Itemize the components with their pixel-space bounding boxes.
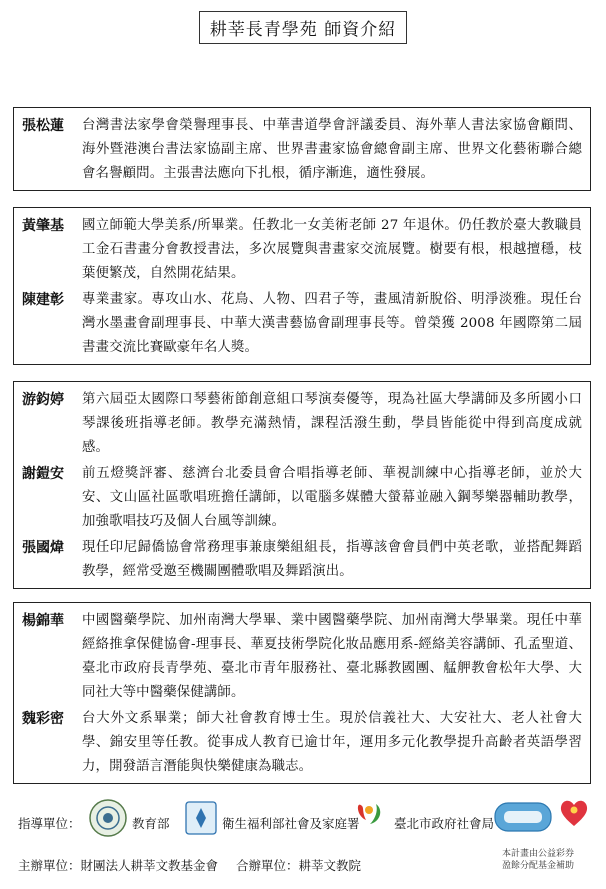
guide-unit-moe: 教育部 [132,816,170,831]
mohw-logo-icon [184,800,218,836]
teacher-entry [22,214,582,286]
teacher-desc: 國立師範大學美系/所畢業。任教北一女美術老師 27 年退休。仍任教於臺大教職員工金石書畫分會教授書法，多次展覽與書畫家交流展覽。樹要有根，根越擅穩，枝葉便繁茂，自然開花結果。 [82,218,582,281]
teacher-name: 張國煒 [22,540,64,556]
teacher-desc: 第六屆亞太國際口琴藝術節創意組口琴演奏優等，現為社區大學講師及多所國小口琴課後班指導老師。教學充滿熱情，課程活潑生動，學員皆能從中得到高度成就感。 [82,392,582,455]
teacher-desc: 現任印尼歸僑協會常務理事兼康樂組組長，指導該會會員們中英老歌，並搭配舞蹈教學，經常受邀至機關團體歌唱及舞蹈演出。 [82,540,582,579]
sponsor-text: 主辦單位：財團法人耕莘文教基金會 [18,858,219,873]
guide-label: 指導單位： [18,816,81,831]
teacher-desc: 中國醫藥學院、加州南灣大學畢、業中國醫藥學院、加州南灣大學畢業。現任中華經絡推拿保健協會-理事長、華夏技術學院化妝品應用系-經絡美容講師、孔孟聖道、臺北市政府長青學苑、臺北市青年服務社、臺北縣教國團、艋舺教會松年大學、大同社大等中醫藥保健講師。 [82,613,582,700]
fund-note-line: 本計畫由公益彩券 [501,849,574,859]
teacher-desc: 台大外文系畢業；師大社會教育博士生。現於信義社大、大安社大、老人社會大學、錦安里等任教。從事成人教育已逾廿年，運用多元化教學提升高齡者英語學習力，開發語言潛能與快樂健康為職志。 [82,711,582,774]
teacher-entry [22,288,582,360]
teacher-name: 魏彩密 [22,711,64,727]
heart-logo-icon [558,796,590,830]
teacher-entry [22,114,582,186]
page-title-wrap [0,10,606,44]
lottery-badge-icon [494,802,552,832]
teacher-entry [22,707,582,779]
teacher-name: 張松蓮 [22,118,64,134]
teacher-name: 游鈞婷 [22,392,64,408]
page-title: 耕莘長青學苑 師資介紹 [199,11,407,44]
fund-note [488,848,588,872]
co-sponsor-text: 合辦單位：耕莘文教院 [236,858,362,873]
teacher-name: 楊錦華 [22,613,64,629]
teacher-entry [22,462,582,534]
teacher-section-3 [13,381,591,589]
guide-unit-mohw: 衛生福利部社會及家庭署 [222,816,360,831]
guide-unit-taipei: 臺北市政府社會局 [394,816,495,831]
teacher-name: 陳建彰 [22,292,64,308]
teacher-entry [22,536,582,584]
teacher-name: 黃肇基 [22,218,64,234]
teacher-name: 謝鎧安 [22,466,64,482]
teacher-section-2 [13,207,591,365]
teacher-section-4 [13,602,591,784]
teacher-desc: 專業畫家。專攻山水、花鳥、人物、四君子等，畫風清新脫俗、明淨淡雅。現任台灣水墨畫會副理事長、中華大漢書藝協會副理事長等。曾榮獲 2008 年國際第二屆書畫交流比賽歐豪年名人獎。 [82,292,582,355]
fund-note-line: 盈餘分配基金補助 [501,861,574,871]
teacher-desc: 前五燈獎評審、慈濟台北委員會合唱指導老師、華視訓練中心指導老師，並於大安、文山區社區歌唱班擔任講師，以電腦多媒體大螢幕並融入鋼琴樂器輔助教學，加強歌唱技巧及個人台風等訓練。 [82,466,582,529]
sponsor-row [18,856,361,874]
teacher-section-1 [13,107,591,191]
moe-logo-icon [88,798,128,838]
teacher-entry [22,388,582,460]
taipei-social-bureau-logo-icon [352,796,386,830]
guide-units-row [18,796,590,840]
teacher-desc: 台灣書法家學會榮譽理事長、中華書道學會評議委員、海外華人書法家協會顧問、海外暨港澳台書法家協副主席、世界書畫家協會總會副主席、世界文化藝術聯合總會名譽顧問。主張書法應向下扎根，循序漸進，適性發展。 [82,118,582,181]
teacher-entry [22,609,582,705]
